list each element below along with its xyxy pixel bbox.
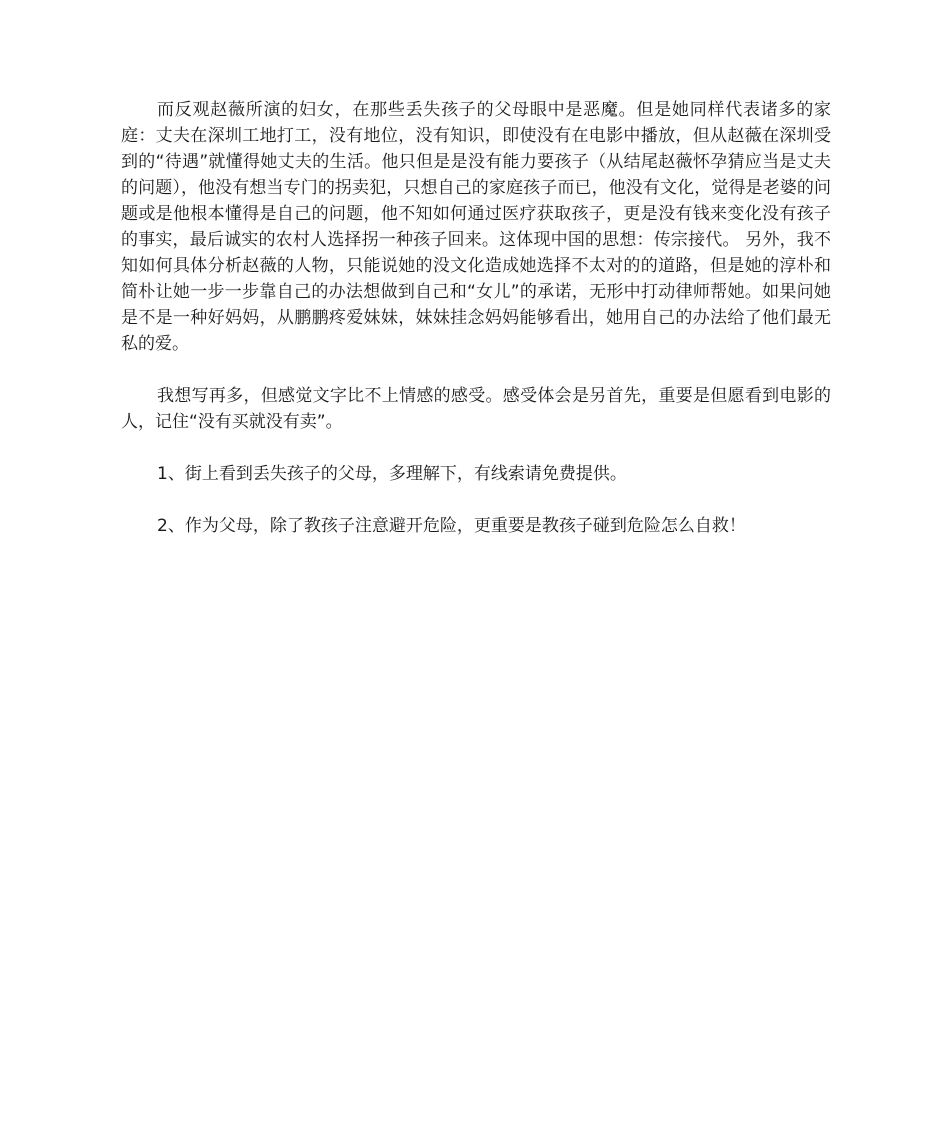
paragraph-commentary: 而反观赵薇所演的妇女，在那些丢失孩子的父母眼中是恶魔。但是她同样代表诸多的家庭：丈夫在深圳工地打工，没有地位，没有知识，即使没有在电影中播放，但从赵薇在深圳受到的“待遇”就懂得她丈夫的生活。他只但是是没有能力要孩子（从结尾赵薇怀孕猜应当是丈夫的问题），他没有想当专门的拐卖犯，只想自己的家庭孩子而已，他没有文化，觉得是老婆的问题或是他根本懂得是自己的问题，他不知如何通过医疗获取孩子，更是没有钱来变化没有孩子的事实，最后诚实的农村人选择拐一种孩子回来。这体现中国的思想：传宗接代。 另外，我不知如何具体分析赵薇的人物，只能说她的没文化造成她选择不太对的的道路，但是她的淳朴和简朴让她一步一步靠自己的办法想做到自己和“女儿”的承诺，无形中打动律师帮她。如果问她是不是一种好妈妈，从鹏鹏疼爱妹妹，妹妹挂念妈妈能够看出，她用自己的办法给了他们最无私的爱。 bbox=[121, 100, 831, 354]
paragraph-reflection: 我想写再多，但感觉文字比不上情感的感受。感受体会是另首先，重要是但愿看到电影的人，记住“没有买就没有卖”。 bbox=[121, 386, 831, 432]
list-item-1: 1、街上看到丢失孩子的父母，多理解下，有线索请免费提供。 bbox=[157, 464, 627, 484]
document-body bbox=[121, 97, 831, 539]
list-item-2: 2、作为父母，除了教孩子注意避开危险，更重要是教孩子碰到危险怎么自救！ bbox=[157, 516, 746, 536]
